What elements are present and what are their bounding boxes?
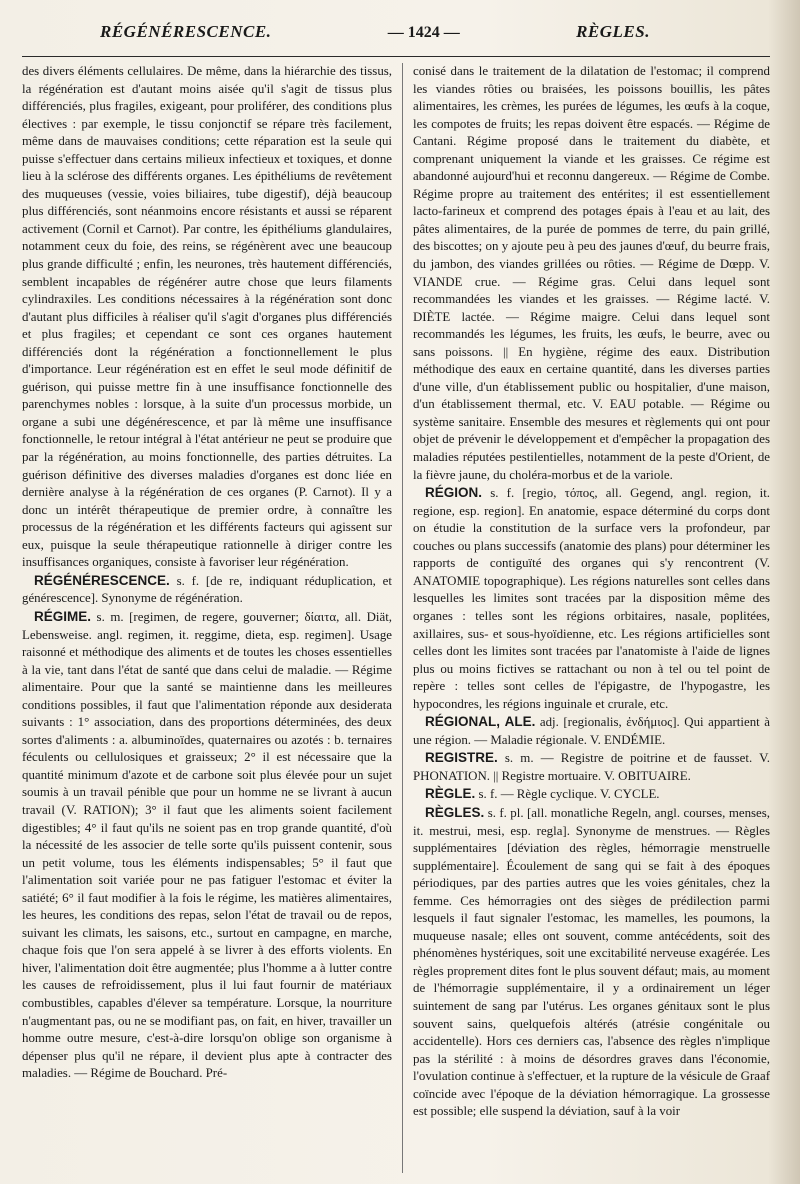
entry-body: adj. [regionalis, ἐνδήμιος]. Qui appartient à une région. — Maladie régionale. V. ENDÉMIE. (413, 715, 770, 747)
entry-regional (413, 713, 770, 749)
left-column (22, 63, 402, 1173)
headword: RÉGIONAL, ALE. (425, 714, 536, 730)
running-head-left: RÉGÉNÉRESCENCE. (100, 22, 272, 41)
entry-regles (413, 804, 770, 1121)
headword: RÉGIME. (34, 608, 92, 624)
entry-region (413, 484, 770, 713)
regime-continued: conisé dans le traitement de la dilatation de l'estomac; il comprend les viandes rôties ou braisées, les poissons bouillis, les pâtes alimentaires, les crèmes, les purées de légumes, les œufs à la coque, les compotes de fruits; les repas doivent être espacés. — Régime de Cantani. Régime proposé dans le traitement du diabète, et comprenant uniquement la viande et les graisses. Ce régime est abandonné aujourd'hui et reconnu dangereux. — Régime de Combe. Régime propre au traitement des entérites; il est essentiellement lacto-farineux et comprend des potages épais à l'eau et au lait, des pâtes alimentaires, de la purée de pommes de terre, du pain grillé, des biscottes; on y ajoute peu à peu des jaunes d'œuf, du beurre frais, du jambon, des viandes grillées ou rôties. — Régime de Dœpp. V. VIANDE crue. — Régime gras. Celui dans lequel sont recommandées les viandes et les graisses. — Régime lacté. V. DIÈTE lactée. — Régime maigre. Celui dans lequel sont recommandés les légumes, les fruits, les œufs, le beurre, avec ou sans poissons. || En hygiène, régime des eaux. Distribution méthodique des eaux en certaine quantité, dans les diverses parties d'une ville, d'un établissement public ou hospitalier, d'une maison, d'un établissement thermal, etc. V. EAU potable. — Régime ou système sanitaire. Ensemble des mesures et règlements qui ont pour objet de prévenir le développement et d'empêcher la propagation des maladies réputées pestilentielles, notamment de la peste d'Orient, de la fièvre jaune, du choléra-morbus et de la variole. (413, 64, 770, 482)
two-column-body (22, 63, 770, 1173)
entry-regle (413, 785, 770, 804)
entry-registre (413, 749, 770, 785)
entry-body: s. f. [regio, τόπος, all. Gegend, angl. region, it. regione, esp. region]. En anatomie, espace déterminé du corps dont on étudie la constitution de la surface vers la profondeur, par couches ou plans successifs (anatomie des plans) pour déterminer les rapports de contiguïté des organes qui s'y rencontrent (V. ANATOMIE topographique). Les régions naturelles sont celles dans lesquelles les limites sont tracées par la disposition même des organes : telles sont les régions orbitaires, nasale, poplitées, axillaires, sus- et sous-hyoïdienne, etc. Les régions artificielles sont celles dont les limites sont tracées par l'anatomiste à l'aide de lignes plus ou moins fictives se rattachant ou non à tel ou tel point de repère : telles sont celles de l'épigastre, de l'hypogastre, les hypocondres, les régions inguinale et crurale, etc. (413, 486, 770, 711)
entry-regime (22, 608, 392, 1083)
headword: RÈGLE. (425, 786, 476, 802)
entry-regenerescence (22, 572, 392, 608)
headword: RÈGLES. (425, 804, 485, 820)
running-header (22, 22, 770, 50)
entry-body: s. f. — Règle cyclique. V. CYCLE. (475, 787, 660, 802)
right-column (402, 63, 770, 1173)
entry-body: s. f. [de re, indiquant réduplication, et générescence]. Synonyme de régénération. (22, 573, 392, 606)
headword: RÉGÉNÉRESCENCE. (34, 572, 170, 588)
entry-body: s. f. pl. [all. monatliche Regeln, angl. courses, menses, it. mestrui, mesi, esp. regla]. Synonyme de menstrues. — Règles supplémentaires [déviation des règles, hémorragie menstruelle supplémentaire]. Écoulement de sang qui se fait à des époques périodiques, par des parties autres que les voies génitales, chez la femme. Ces hémorragies ont des sièges de prédilection parmi lesquels il faut signaler l'estomac, les mamelles, les poumons, la muqueuse nasale; elles ont souvent, comme antécédents, soit des phénomènes hystériques, soit une excitabilité nerveuse exagérée. Les règles proprement dites font le plus souvent défaut; mais, au moment de l'hémorragie supplémentaire, il y a ordinairement un léger suintement de sang par l'utérus. Les organes génitaux sont le plus souvent sains, quelquefois altérés (atrésie congénitale ou accidentelle). Hors ces derniers cas, l'absence des règles n'implique pas la stérilité : à moins de désordres graves dans l'économie, l'ovulation continue à s'effectuer, et la rupture de la vésicule de Graaf coïncide avec l'époque de la déviation hémorragique. La grossesse est possible; elle suspend la déviation, sauf à la voir (413, 805, 770, 1119)
headword: RÉGION. (425, 485, 483, 501)
entry-body: s. m. — Registre de poitrine et de fausset. V. PHONATION. || Registre mortuaire. V. OBITUAIRE. (413, 751, 770, 783)
running-head-right: RÈGLES. (576, 22, 650, 41)
regeneration-continued: des divers éléments cellulaires. De même, dans la hiérarchie des tissus, la régénération est d'autant moins aisée qu'il s'agit de tissus plus différenciés, plus fragiles, exigeant, pour proliférer, des conditions plus électives : par exemple, le tissu conjonctif se répare très facilement, même dans de mauvaises conditions; cette réparation est la seule qui puisse s'effectuer dans certains milieux infectieux et toxiques, et donne lieu à la sclérose des différents organes. Les épithéliums de revêtement des muqueuses (vessie, voies biliaires, tube digestif), déjà beaucoup plus différenciés, sont néanmoins encore résistants et aussi se réparent activement (Cornil et Carnot). Par contre, les épithéliums glandulaires, notamment ceux du foie, des reins, se régénèrent avec une beaucoup plus grande difficulté ; enfin, les neurones, très hautement différenciés, semblent incapables de régénérer autre chose que leurs filaments cylindraxiles. Les conditions nécessaires à la régénération sont donc d'autant plus difficiles à réaliser qu'il s'agit d'organes plus différenciés et plus fragiles; et cependant ce sont ces organes hautement différenciés dont la régénération a fonctionnellement le plus d'importance. Leur régénération est en effet le seul mode définitif de guérison, qui puisse mettre fin à une insuffisance fonctionnelle des parenchymes nobles : lorsque, à la suite d'un processus morbide, un organe a subi une dégénérescence, et par là même une insuffisance fonctionnelle, le retour intégral à l'état antérieur ne peut se produire que par la régénération, au moins fonctionnelle, des parties détruites. La guérison définitive des diverses maladies d'organes est donc liée en dernière analyse à la régénération de ces organes (P. Carnot). Il y a donc un intérêt thérapeutique de premier ordre, à connaître les processus de la régénération et les différents facteurs qui agissent sur eux, puisque la seule thérapeutique rationnelle à diriger contre les insuffisances organiques, consiste à favoriser leur régénération. (22, 64, 392, 570)
header-rule (22, 56, 770, 57)
headword: REGISTRE. (425, 750, 498, 766)
entry-body: s. m. [regimen, de regere, gouverner; δίαιτα, all. Diät, Lebensweise. angl. regimen, it. reggime, dieta, esp. regimen]. Usage raisonné et méthodique des aliments et de toutes les choses essentielles à la vie, tant dans l'état de santé que dans celui de maladie. — Régime alimentaire. Pour que la santé se maintienne dans les meilleures conditions possibles, il faut que l'alimentation réponde aux desiderata suivants : 1° association, dans des proportions déterminées, des deux sortes d'aliments : a. albuminoïdes, quaternaires ou azotés : b. ternaires féculents ou cellulosiques et graisseux; 2° il est nécessaire que la quantité minimum d'azote et de carbone soit plus élevée pour un sujet soumis à un travail pénible que pour un homme ne se livrant à aucun travail (V. RATION); 3° il faut que les aliments soient facilement digestibles; 4° il faut qu'ils ne soient pas en trop grande quantité, d'où la nécessité de les associer de telle sorte qu'ils puissent contenir, sous un petit volume, tous les éléments indispensables; 5° il faut que l'alimentation soit variée pour ne pas fatiguer l'estomac et éviter la satiété; 6° il faut modifier à la fois le régime, les matières alimentaires, les heures, les conditions des repas, selon l'état de travail ou de repos, suivant les climats, les saisons, etc., surtout en campagne, en marche, chaque fois que l'on sera appelé à se livrer à des efforts violents. En hiver, l'alimentation doit être augmentée; plus l'homme a à lutter contre les causes de refroidissement, plus il lui faut fournir de matériaux combustibles, capables d'élever sa température. Lorsque, la nourriture n'augmentant pas, ou ne se modifiant pas, on fait, en hiver, travailler un homme outre mesure, c'est-à-dire lorsqu'on oblige son organisme à dépenser plus qu'il ne répare, il devient plus apte à contracter des maladies. — Régime de Bouchard. Pré- (22, 609, 392, 1081)
page-number: — 1424 — (387, 24, 460, 41)
